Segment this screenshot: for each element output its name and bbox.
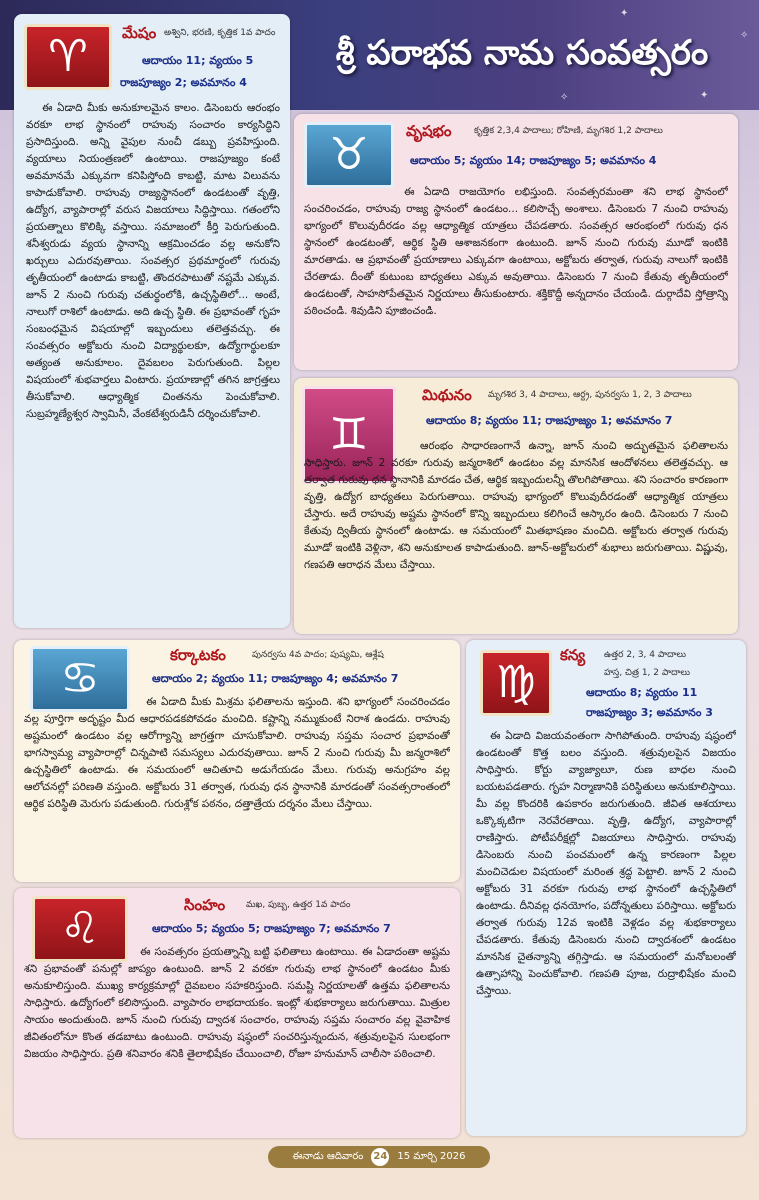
crab-icon: ♋ (30, 646, 130, 712)
sign-stats: ఆదాయం 11; వ్యయం 5 (142, 54, 254, 67)
page-title: శ్రీ పరాభవ నామ సంవత్సరం (335, 33, 709, 73)
sign-card-simham (14, 888, 460, 1138)
sign-name: మిథునం (422, 386, 472, 404)
publication-name: ఈనాడు ఆదివారం (292, 1151, 364, 1162)
sign-name: మేషం (122, 24, 157, 42)
page-footer (268, 1146, 490, 1168)
sign-stars: పునర్వసు 4వ పాదం; పుష్యమి, ఆశ్లేష (252, 650, 384, 660)
sign-name: సింహం (184, 896, 226, 914)
bull-icon: ♉ (304, 122, 394, 188)
star-icon: ✦ (700, 90, 709, 101)
sign-text: ఆరంభం సాధారణంగానే ఉన్నా, జూన్ నుంచి అద్భుతమైన ఫలితాలను సాధిస్తారు. జూన్ 2 వరకూ గురువు జన్మరాశిలో ఉండటం వల్ల మానసిక ఆందోళనలు తలెత్తవచ్చు. ఆ తర్వాత గురువు ధన స్థానానికి మారడం చేత, ఆర్థిక ఇబ్బందులన్నీ తొలగిపోతాయి. శని సంచారం కారణంగా వృత్తి, ఉద్యోగ బాధ్యతలు పెరుగుతాయి. రాహువు భాగ్యంలో కొలువుదీరడంతో ఆధ్యాత్మిక యాత్రలు చేస్తారు. అదే రాహువు అష్టమ స్థానంలో కొన్ని ఇబ్బందులు కలిగించే ఆస్కారం ఉంది. డిసెంబరు 7 నుంచి కేతువు ద్వితీయ స్థానంలో ఉంటాడు. ఆ సమయంలో మితభాషణం మంచిది. అక్టోబరు తర్వాత గురువు మూడో ఇంటికి వెళ్లినా, శని అనుకూలత కాపాడుతుంది. జూన్-అక్టోబరులో శుభాలు జరుగుతాయి. విష్ణువు, గణపతి ఆరాధన మేలు చేస్తాయి. (304, 440, 728, 571)
sign-stats: ఆదాయం 2; వ్యయం 11; రాజపూజ్యం 4; అవమానం 7 (152, 672, 399, 685)
issue-date: 15 మార్చి 2026 (397, 1151, 466, 1162)
sign-card-vrushabham (294, 114, 738, 370)
sign-stars: కృత్తిక 2,3,4 పాదాలు; రోహిణి, మృగశిర 1,2 పాదాలు (474, 126, 663, 136)
star-icon: ✦ (620, 8, 629, 19)
lion-icon: ♌ (32, 896, 128, 962)
sign-stars: మృగశిర 3, 4 పాదాలు, ఆర్ద్ర, పునర్వసు 1, 2, 3 పాదాలు (488, 390, 692, 400)
sign-stats: ఆదాయం 5; వ్యయం 14; రాజపూజ్యం 5; అవమానం 4 (410, 154, 657, 167)
twins-icon: ♊ (302, 386, 396, 484)
sign-text: ఈ ఏడాది రాజయోగం లభిస్తుంది. సంవత్సరమంతా శని లాభ స్థానంలో సంచరించడం, రాహువు రాజ్య స్థానంలో ఉండటం... కలిసొచ్చే అంశాలు. డిసెంబరు 7 నుంచి రాహువు భాగ్యంలో కొలువుదీరడం వల్ల ఆధ్యాత్మిక యాత్రలు చేపడతారు. సంవత్సర ఆరంభంలో గురువు ధన స్థానంలో ఉండటంతో, ఆర్థిక స్థితి ఆశాజనకంగా ఉంటుంది. జూన్ నుంచి గురువు మూడో ఇంటికి మారతాడు. ఆ ప్రభావంతో ప్రయాణాలు ఎక్కువగా ఉంటాయి, అక్టోబరు తర్వాత, గురువు నాలుగో ఇంటికి చేరతాడు. దీంతో కుటుంబ బాధ్యతలు ఎక్కువ అవుతాయి. డిసెంబరు 7 నుంచి కేతువు తృతీయంలో ఉండటంతో, సాహసోపేతమైన నిర్ణయాలు తీసుకుంటారు. శక్తికొద్దీ అన్నదానం చేయండి. దుర్గాదేవి స్తోత్రాన్ని పఠించండి. శివుడిని పూజించండి. (304, 186, 728, 317)
sign-name: వృషభం (406, 122, 452, 140)
sign-card-mithunam (294, 378, 738, 634)
sign-text: ఈ ఏడాది మీకు అనుకూలమైన కాలం. డిసెంబరు ఆరంభం వరకూ లాభ స్థానంలో రాహువు సంచారం కార్యసిద్ధిని ప్రసాదిస్తుంది. అన్ని వైపుల నుంచీ డబ్బు ప్రవహిస్తుంది. వ్యయాలు నియంత్రణలో ఉంటాయి. రాజపూజ్యం కంటే అవమానమే ఎక్కువగా కనిపిస్తోంది కాబట్టి, మాట విలువను కాపాడుకోవాలి. రాహువు రాజ్యస్థానంలో ఉండటంతో వృత్తి, ఉద్యోగ, వ్యాపారాల్లో వరుస విజయాలు సిద్ధిస్తాయి. గతంలోని ప్రయత్నాలు కొలిక్కి వస్తాయి. సమాజంలో కీర్తి పెరుగుతుంది. శనీశ్వరుడు వ్యయ స్థానాన్ని ఆక్రమించడం వల్ల అనుకోని ఖర్చులు ఎదురవుతాయి. సంవత్సర ప్రథమార్ధంలో గురువు తృతీయంలో ఉంటాడు కాబట్టి, తొందరపాటుతో నష్టమే ఎక్కువ. జూన్ 2 నుంచి గురువు చతుర్థంలోకి, ఉచ్చస్థితిలో... అంటే, నాలుగో రాశిలో ఉంటాడు. అది ఉచ్చ స్థితి. ఈ ప్రభావంతో గృహ సంబంధమైన విషయాల్లో ఇబ్బందులు తలెత్తవచ్చు. ఈ సంవత్సరం అక్టోబరు నుంచి విద్యార్థులకూ, ఉద్యోగార్థులకూ అత్యంత అనుకూలం. దైవబలం పెరుగుతుంది. పిల్లల విషయంలో శుభవార్తలు వింటారు. ప్రయాణాల్లో తగిన జాగ్రత్తలు తీసుకోవాలి. ఆధ్యాత్మిక చింతనను పెంచుకోవాలి. సుబ్రహ్మణ్యేశ్వర స్వామినీ, వేంకటేశ్వరుడినీ దర్శించుకోవాలి. (26, 102, 280, 420)
sign-card-karkatakam (14, 640, 460, 882)
maiden-icon: ♍ (480, 650, 552, 716)
sign-text: ఈ ఏడాది విజయవంతంగా సాగిపోతుంది. రాహువు షష్ఠంలో ఉండటంతో కొత్త బలం వస్తుంది. శత్రువులపైన విజయం సాధిస్తారు. కోర్టు వ్యాజ్యాలూ, రుణ బాధల నుంచి బయటపడతారు. గృహ నిర్మాణానికి పరిస్థితులు అనుకూలిస్తాయి. మీ వల్ల కొందరికి ఉపకారం జరుగుతుంది. జీవిత ఆశయాలు ఒక్కొక్కటిగా నెరవేరతాయి. వృత్తి, ఉద్యోగ, వ్యాపారాల్లో రాణిస్తారు. పోటీపరీక్షల్లో విజయాలు సాధిస్తారు. రాహువు డిసెంబరు నుంచి పంచమంలో ఉన్న కారణంగా పిల్లల మంచిచెడుల విషయంలో మరింత శ్రద్ధ పెట్టాలి. జూన్ 2 నుంచి అక్టోబరు 31 వరకూ గురువు లాభ స్థానంలో ఉచ్చస్థితిలో ఉంటాడు. దీనివల్ల ధనయోగం, పదోన్నతులు పరిస్తాయి. అక్టోబరు తర్వాత గురువు 12వ ఇంటికి వెళ్లడం వల్ల శుభకార్యాలు చేపడతారు. కేతువు డిసెంబరు నుంచి ద్వాదశంలో ఉండటం మానసిక చైతన్యాన్ని తగ్గిస్తాడు. ఆ సమయంలో మనోబలంతో ఉత్సాహాన్ని పెంచుకోవాలి. గణపతి పూజ, రుద్రాభిషేకం మంచి చేస్తాయి. (476, 730, 736, 997)
sign-stars: హస్త, చిత్ర 1, 2 పాదాలు (604, 668, 690, 678)
sign-stats: రాజపూజ్యం 3; అవమానం 3 (586, 706, 713, 719)
sign-card-kanya (466, 640, 746, 1136)
sign-card-mesham (14, 14, 290, 628)
sign-stats: ఆదాయం 5; వ్యయం 5; రాజపూజ్యం 7; అవమానం 7 (152, 922, 391, 935)
sign-stars: ఉత్తర 2, 3, 4 పాదాలు (604, 650, 686, 660)
star-icon: ✧ (740, 30, 749, 41)
sign-text: ఈ ఏడాది మీకు మిశ్రమ ఫలితాలను ఇస్తుంది. శని భాగ్యంలో సంచరించడం వల్ల పూర్తిగా అదృష్టం మీద ఆధారపడకపోవడం మంచిది. కష్టాన్ని నమ్ముకుంటే నిరాశ ఉండదు. రాహువు అష్టమంలో ఉండటం వల్ల ఆరోగ్యాన్ని జాగ్రత్తగా చూసుకోవాలి. రాహువు సప్తమ సంచార ప్రభావంతో భాగస్వామ్య వ్యాపారాల్లో చిన్నపాటి సమస్యలు ఎదురవుతాయి. జూన్ 2 నుంచి గురువు మీ జన్మరాశిలో ఉచ్చస్థితిలో ఉంటాడు. ఈ సమయంలో ఆచితూచి అడుగేయడం మేలు. గురువు అనుగ్రహం వల్ల ఆలోచనల్లో పరిణతి వస్తుంది. అక్టోబరు 31 తర్వాత, గురువు ధన స్థానానికి మారడంతో సంవత్సరాంతంలో ఆర్థిక పరిస్థితి మెరుగు పడుతుంది. గురుశ్లోక పఠనం, దత్తాత్రేయ దర్శనం మేలు చేస్తాయి. (24, 696, 450, 810)
star-icon: ✧ (560, 92, 569, 103)
sign-name: కన్య (560, 646, 586, 664)
page-number: 24 (371, 1148, 389, 1166)
sign-stars: మఖ, పుబ్బ, ఉత్తర 1వ పాదం (246, 900, 351, 910)
sign-stats: ఆదాయం 8; వ్యయం 11 (586, 686, 698, 699)
ram-icon: ♈ (24, 24, 112, 90)
sign-stats: రాజపూజ్యం 2; అవమానం 4 (120, 76, 247, 89)
sign-stats: ఆదాయం 8; వ్యయం 11; రాజపూజ్యం 1; అవమానం 7 (426, 414, 673, 427)
sign-name: కర్కాటకం (170, 646, 226, 664)
sign-text: ఈ సంవత్సరం ప్రయత్నాన్ని బట్టి ఫలితాలు ఉంటాయి. ఈ ఏడాదంతా అష్టమ శని ప్రభావంతో పనుల్లో జాప్యం ఉంటుంది. జూన్ 2 వరకూ గురువు లాభ స్థానంలో ఉండటం మీకు అనుకూలిస్తుంది. ముఖ్య కార్యక్రమాల్లో దైవబలం సహకరిస్తుంది. సమష్టి నిర్ణయాలతో ఉత్తమ ఫలితాలను సాధిస్తారు. ఉద్యోగంలో కలిసొస్తుంది. వ్యాపారం లాభదాయకం. ఇంట్లో శుభకార్యాలు జరుగుతాయి. మిత్రుల సాయం అందుతుంది. జూన్ నుంచి గురువు ద్వాదశ సంచారం, రాహువు సప్తమ సంచారం వల్ల వైవాహిక జీవితంలోనూ కొంత తడబాటు ఉంటుంది. రాహువు షష్ఠంలో సంచరిస్తున్నందున, శత్రువులపైన సులభంగా విజయం సాధిస్తారు. ప్రతి శనివారం శనికి తైలాభిషేకం చేయించాలి, రోజూ హనుమాన్ చాలీసా పఠించాలి. (24, 946, 450, 1060)
sign-stars: అశ్విని, భరణి, కృత్తిక 1వ పాదం (164, 28, 276, 38)
